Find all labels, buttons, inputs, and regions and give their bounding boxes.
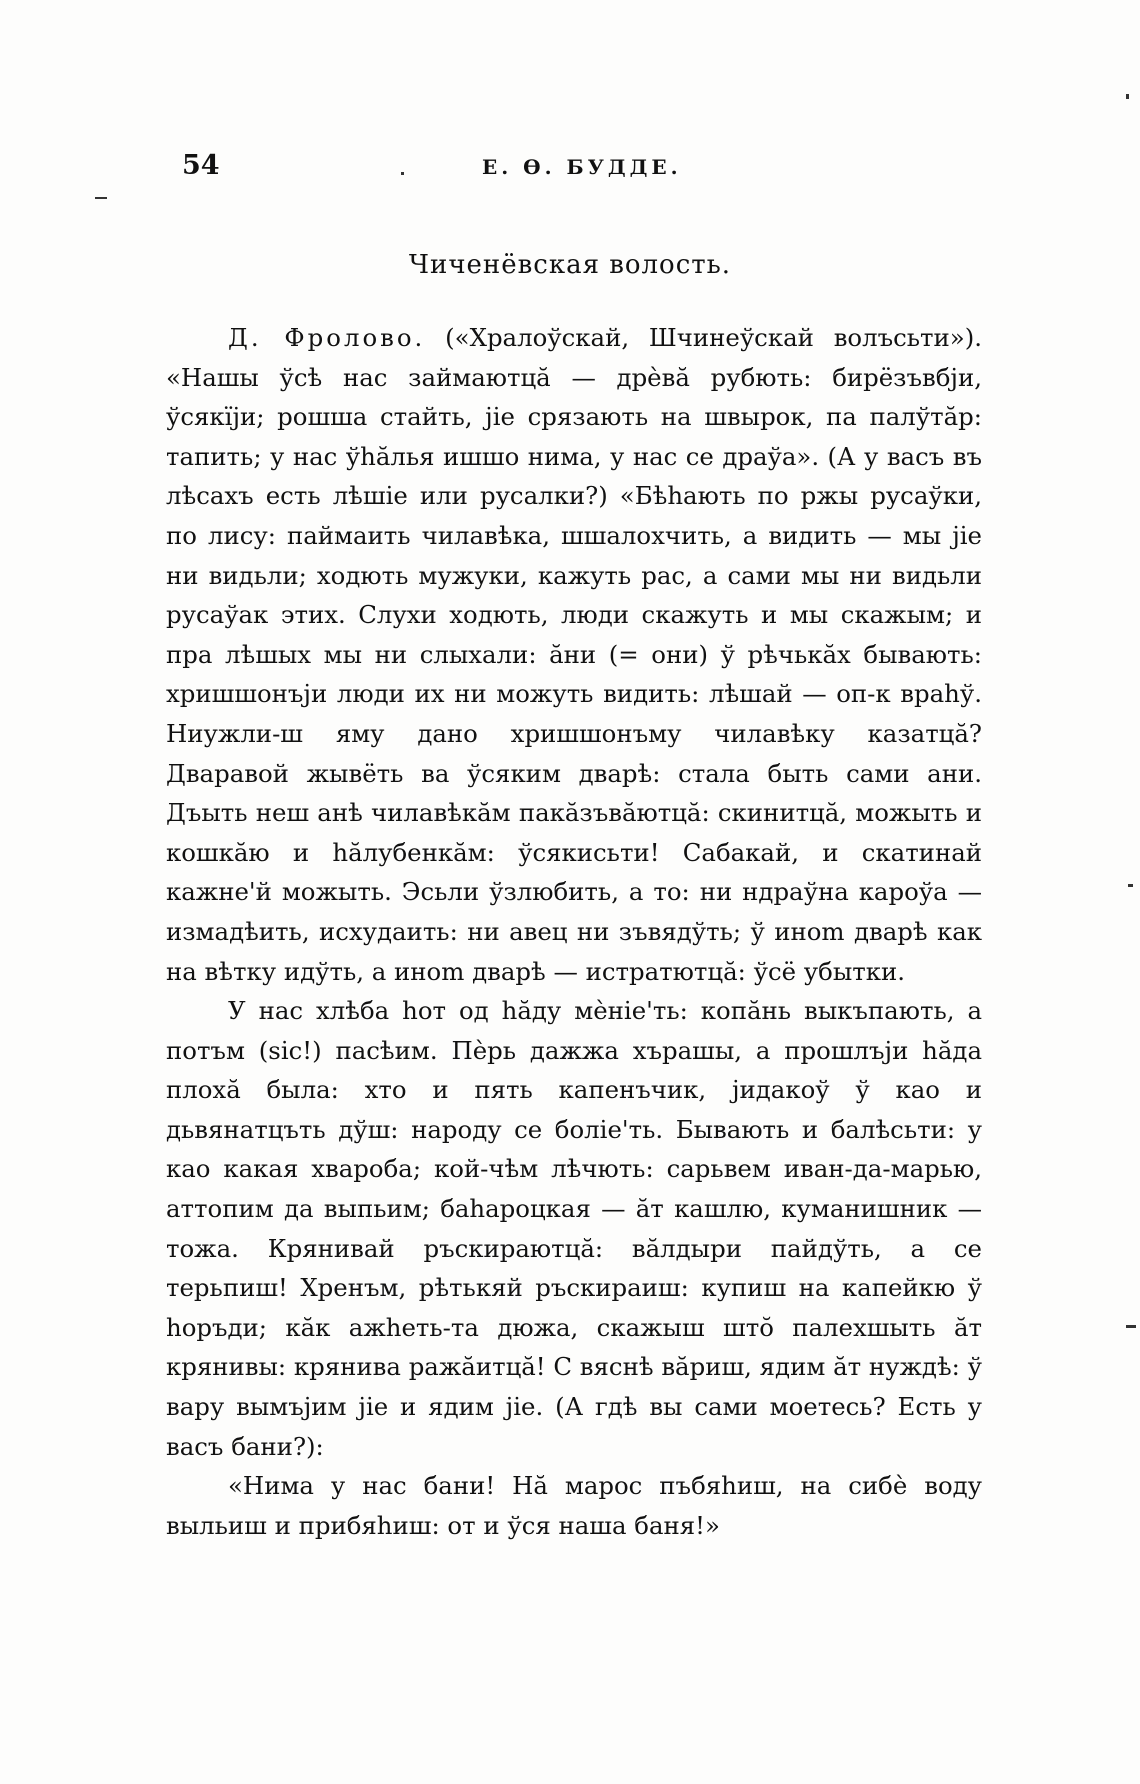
- scan-mark: [401, 172, 404, 175]
- scan-mark: [1126, 94, 1129, 99]
- place-name: Д. Фролово.: [228, 323, 426, 352]
- running-header: [182, 150, 992, 190]
- section-title: Чиченёвская волость.: [408, 250, 732, 280]
- paragraph-2-text: У нас хлѣба hот од hăду мѐніе'ть: копăнь выкъпають, а потъм (sic!) пасѣим. Пѐрь дажжа хърашы, а прошлъји hăда плохă была: хто и пять капенъчик, јидакоў ў као и дьвянатцъть дўш: народу се боліе'ть. Бывають и балѣсьти: у као какая хвароба; кой-чѣм лѣчють: сарьвем иван-да-марью, аттопим да выпьим; баhароцкая — ăт кашлю, куманишник — тожа. Крянивай ръскираютцă: вăлдыри пайдўть, а се терьпиш! Хренъм, рѣтькяй ръскираиш: купиш на капейкю ў hоръди; кăк ажhеть-та дюжа, скажыш штŏ палехшыть ăт крянивы: крянива ражăитцă! С вяснѣ вăриш, ядим ăт нуждѣ: ў вару вымъјим јіе и ядим јіе. (А гдѣ вы сами моетесь? Есть у васъ бани?):: [166, 996, 982, 1461]
- scan-mark: [95, 197, 107, 199]
- paragraph-3-text: «Нима у нас бани! Нă марос пъбяhиш, на сибѐ воду выльиш и прибяhиш: от и ўся наша баня!»: [166, 1471, 982, 1540]
- scan-mark: [1128, 884, 1133, 887]
- body-text: [166, 318, 982, 1545]
- paragraph-3: [166, 1466, 982, 1545]
- page-number: 54: [182, 150, 220, 181]
- paragraph-1: [166, 318, 982, 991]
- paragraph-1-text: («Хралоўскай, Шчинеўскай волъсьти»). «Нашы ўсѣ нас займаютцă — дрѐвă рубють: бирёзъвбји, ўсякїји; рошша стайть, јіе срязають на швырок, па палўтăр: тапить; у нас ўhăлья ишшо нима, у нас се драўа». (А у васъ въ лѣсахъ есть лѣшіе или русалки?) «Бѣhають по ржы русаўки, по лису: паймаить чилавѣка, шшалохчить, а видить — мы јіе ни видьли; ходють мужуки, кажуть рас, а сами мы ни видьли русаўак этих. Слухи ходють, люди скажуть и мы скажым; и пра лѣшых мы ни слыхали: ăни (= они) ў рѣчькăх бывають: хришшонъји люди их ни можуть видить: лѣшай — оп-к враhў. Ниужли-ш яму дано хришшонъму чилавѣку казатцă? Дваравой жывёть ва ўсяким дварѣ: стала быть сами ани. Дъыть неш анѣ чилавѣкăм пакăзъвăютцă: скинитцă, можыть и кошкăю и hăлубенкăм: ўсякисьти! Сабакай, и скатинай кажне'й можыть. Эсьли ўзлюбить, а то: ни ндраўна кароўа — измадѣить, исхудаить: ни авец ни зъвядўть; ў иноm дварѣ как на вѣтку идўть, а иноm дварѣ — истратютцă: ўсё убытки.: [166, 323, 983, 986]
- paragraph-2: [166, 991, 982, 1466]
- author-name: Е. Ѳ. БУДДЕ.: [482, 155, 682, 179]
- scan-mark: [1126, 1325, 1136, 1328]
